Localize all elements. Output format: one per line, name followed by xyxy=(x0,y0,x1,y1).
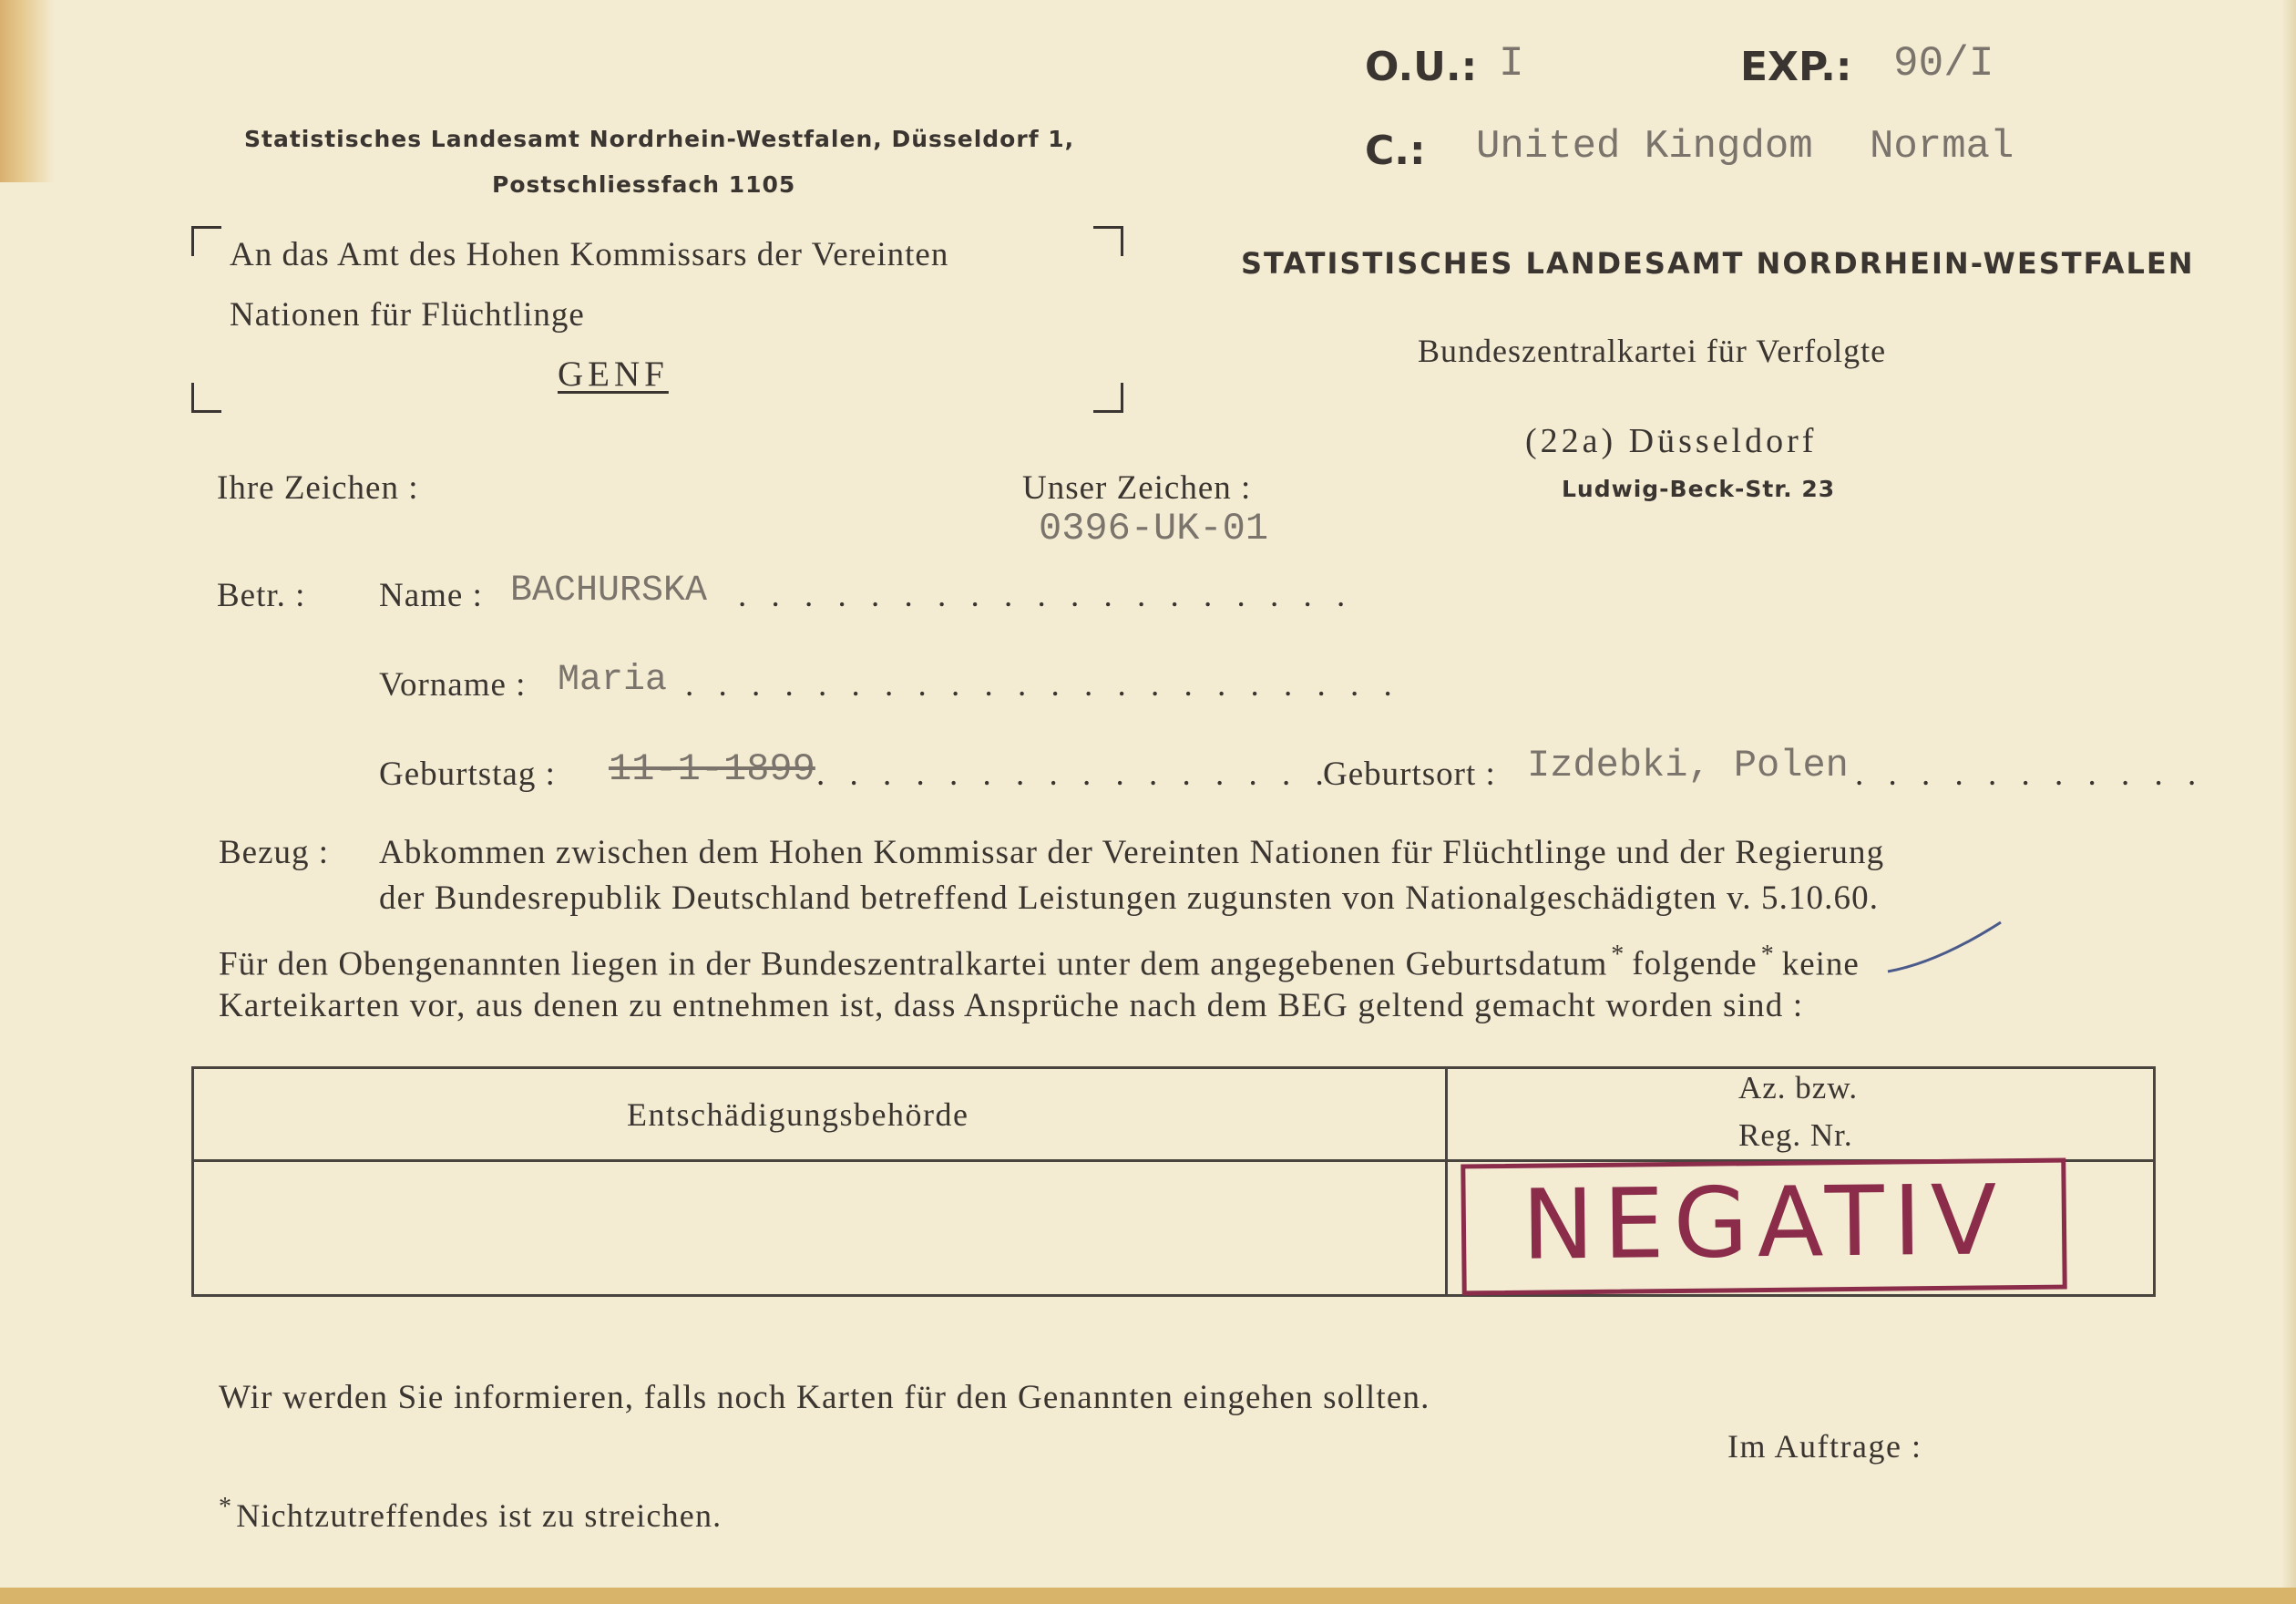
ou-label: O.U.: xyxy=(1365,44,1478,90)
addressee-city: GENF xyxy=(558,355,669,394)
addressee-line-2: Nationen für Flüchtlinge xyxy=(230,296,585,334)
c-value: United Kingdom xyxy=(1476,124,1813,170)
address-corner-tl xyxy=(191,226,221,256)
vorname-label: Vorname : xyxy=(379,666,527,704)
name-dots: . . . . . . . . . . . . . . . . . . . xyxy=(738,577,1354,614)
bezug-label: Bezug : xyxy=(219,834,330,871)
statement-line-1 xyxy=(219,941,1860,983)
strike-mark xyxy=(1882,915,2010,979)
col-header-behoerde: Entschädigungsbehörde xyxy=(627,1096,969,1133)
c-extra: Normal xyxy=(1870,124,2014,170)
institution-city: (22a) Düsseldorf xyxy=(1525,422,1818,460)
col-header-az: Az. bzw. xyxy=(1738,1070,1859,1105)
signature-label: Im Auftrage : xyxy=(1727,1428,1922,1465)
statement-line-2: Karteikarten vor, aus denen zu entnehmen ist, dass Ansprüche nach dem BEG geltend gemacht worden sind : xyxy=(219,987,1804,1024)
institution-department: Bundeszentralkartei für Verfolgte xyxy=(1418,333,1887,369)
paper-stain xyxy=(0,0,55,182)
unser-zeichen-label: Unser Zeichen : xyxy=(1022,469,1252,507)
footnote xyxy=(219,1493,722,1535)
statement-line-1-a: Für den Obengenannten liegen in der Bundeszentralkartei unter dem angegebenen Geburtsdatum xyxy=(219,945,1608,983)
exp-value: 90/I xyxy=(1893,40,1994,87)
exp-label: EXP.: xyxy=(1740,44,1852,90)
paper-bottom-edge xyxy=(0,1588,2296,1604)
footnote-asterisk: * xyxy=(219,1493,233,1521)
name-label: Name : xyxy=(379,577,483,614)
institution-name: STATISTISCHES LANDESAMT NORDRHEIN-WESTFALEN xyxy=(1241,246,2195,281)
unser-zeichen-value: 0396-UK-01 xyxy=(1039,507,1269,550)
geburtsort-value: Izdebki, Polen xyxy=(1527,744,1849,787)
addressee-line-1: An das Amt des Hohen Kommissars der Vereinten xyxy=(230,236,949,273)
bezug-line-2: der Bundesrepublik Deutschland betreffend Leistungen zugunsten von Nationalgeschädigten v. 5.10.60. xyxy=(379,879,1880,917)
geburtstag-value: 11-1-1899 xyxy=(609,747,815,791)
betr-label: Betr. : xyxy=(217,577,306,614)
footnote-text: Nichtzutreffendes ist zu streichen. xyxy=(236,1497,723,1534)
address-corner-tr xyxy=(1093,226,1123,256)
sender-line-1: Statistisches Landesamt Nordrhein-Westfalen, Düsseldorf 1, xyxy=(244,126,1075,152)
asterisk-2: * xyxy=(1760,941,1775,969)
statement-line-1-b: folgende xyxy=(1632,945,1758,983)
institution-street: Ludwig-Beck-Str. 23 xyxy=(1562,476,1836,502)
sender-line-2: Postschliessfach 1105 xyxy=(492,171,796,198)
asterisk-1: * xyxy=(1611,941,1625,969)
geburtstag-label: Geburtstag : xyxy=(379,756,556,793)
address-corner-br xyxy=(1093,383,1123,413)
vorname-dots: . . . . . . . . . . . . . . . . . . . . . . xyxy=(685,666,1400,704)
col-header-reg: Reg. Nr. xyxy=(1738,1117,1853,1153)
ou-value: I xyxy=(1499,40,1524,87)
footer-info: Wir werden Sie informieren, falls noch Karten für den Genannten eingehen sollten. xyxy=(219,1379,1430,1416)
ihre-zeichen-label: Ihre Zeichen : xyxy=(217,469,419,507)
statement-line-1-c: keine xyxy=(1781,945,1860,983)
geburtsort-dots: . . . . . . . . . . . xyxy=(1855,756,2205,793)
bezug-line-1: Abkommen zwischen dem Hohen Kommissar der Vereinten Nationen für Flüchtlinge und der Regierung xyxy=(379,834,1885,871)
paper-edge xyxy=(2281,0,2296,1604)
address-corner-bl xyxy=(191,383,221,413)
vorname-value: Maria xyxy=(558,660,668,701)
geburtstag-dots: . . . . . . . . . . . . . . . . xyxy=(816,756,1332,793)
negativ-stamp: NEGATIV xyxy=(1461,1158,2066,1296)
c-label: C.: xyxy=(1365,128,1426,174)
geburtsort-label: Geburtsort : xyxy=(1323,756,1496,793)
name-value: BACHURSKA xyxy=(510,571,708,612)
